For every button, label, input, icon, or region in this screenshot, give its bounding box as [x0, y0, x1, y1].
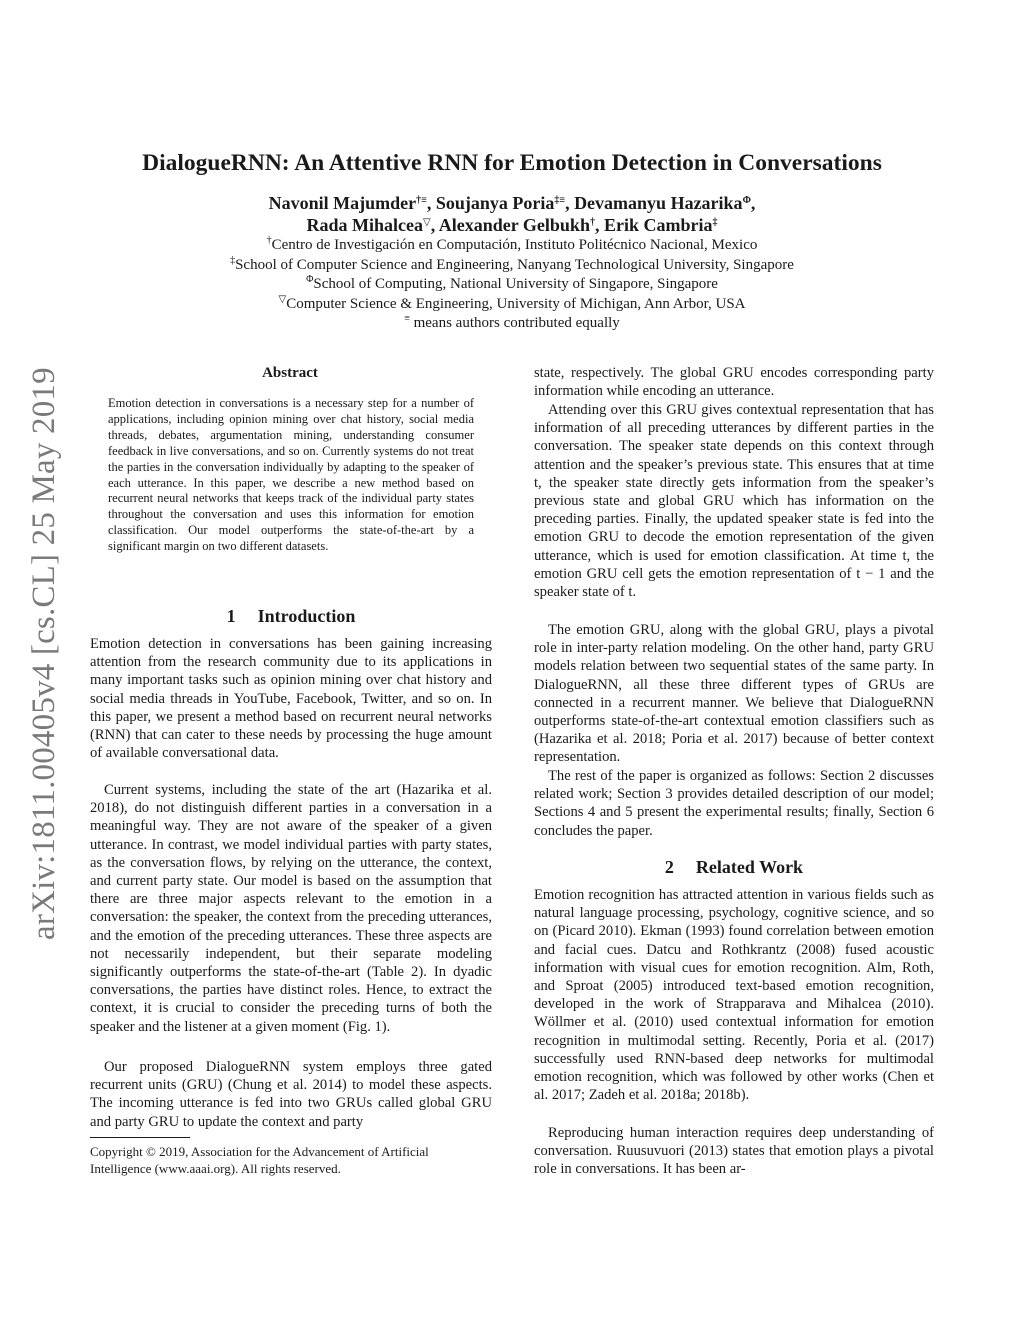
author-name: Soujanya Poria: [435, 193, 555, 213]
section-number: 2: [664, 857, 674, 877]
right-paragraph-2: Attending over this GRU gives contextual representation that has information of all preceding utterances by different parties in the conversation. The speaker state depends on this context through attention and the speaker’s previous state. This ensures that at time t, the speaker state directly gets information from the speaker’s previous state and global GRU which has information on the preceding parties. Finally, the updated speaker state is fed into the emotion GRU to decode the emotion representation of the given utterance, which is used for emotion classification. At time t, the emotion GRU cell gets the emotion representation of t − 1 and the speaker state of t.: [534, 402, 934, 601]
right-paragraph-3: The emotion GRU, along with the global GRU, plays a pivotal role in inter-party relation modeling. On the other hand, party GRU models relation between two sequential states of the same party. In DialogueRNN, all these three different types of GRUs are connected in a recurrent manner. We believe that DialogueRNN outperforms state-of-the-art contextual emotion classifiers such as (Hazarika et al. 2018; Poria et al. 2017) because of better context representation.: [534, 622, 934, 766]
intro-paragraph-3: Our proposed DialogueRNN system employs three gated recurrent units (GRU) (Chung et al. 2014) to model these aspects. The incoming utterance is fed into two GRUs called global GRU and party GRU to update the context and party: [90, 1059, 492, 1130]
affiliation: ‡School of Computer Science and Engineering, Nanyang Technological University, Singapore: [230, 254, 794, 273]
section-heading-introduction: [90, 606, 492, 627]
affiliation: ▽Computer Science & Engineering, University of Michigan, Ann Arbor, USA: [278, 293, 746, 312]
author-marks: ‡: [712, 217, 718, 228]
paper-title: DialogueRNN: An Attentive RNN for Emotion Detection in Conversations: [142, 150, 882, 176]
equal-contribution-note: ≡ means authors contributed equally: [404, 313, 620, 331]
affiliation: $^\Phi$School of Computing, National University of Singapore, Singapore: [306, 274, 718, 292]
author-name: Navonil Majumder: [268, 193, 417, 213]
related-paragraph-2: Reproducing human interaction requires deep understanding of conversation. Ruusuvuori (2013) states that emotion plays a pivotal role in conversations. It has been ar-: [534, 1125, 934, 1178]
section-title: Related Work: [695, 857, 804, 877]
author-name: Rada Mihalcea: [306, 215, 424, 235]
copyright-notice: Copyright © 2019, Association for the Advancement of Artificial Intelligence (www.aaai.org). All rights reserved.: [90, 1144, 429, 1176]
intro-paragraph-1: Emotion detection in conversations has been gaining increasing attention from the research community due to its applications in many important tasks such as opinion mining over chat history and social media threads in YouTube, Facebook, Twitter, and so on. In this paper, we present a method based on recurrent neural networks (RNN) that can cater to these needs by processing the huge amount of available conversational data.: [90, 636, 492, 762]
author-name: Devamanyu Hazarika: [574, 193, 743, 213]
arxiv-identifier: arXiv:1811.00405v4 [cs.CL] 25 May 2019: [26, 367, 62, 940]
section-title: Introduction: [257, 606, 356, 626]
affiliation-list: [90, 236, 934, 334]
related-paragraph-1: Emotion recognition has attracted attention in various fields such as natural language processing, psychology, cognitive science, and so on (Picard 2010). Ekman (1993) found correlation between emotion and facial cues. Datcu and Rothkrantz (2008) fused acoustic information with visual cues for emotion recognition. Alm, Roth, and Sproat (2005) introduced text-based emotion recognition, developed in the work of Strapparava and Mihalcea (2010). Wöllmer et al. (2010) used contextual information for emotion recognition in multimodal setting. Recently, Poria et al. (2017) successfully used RNN-based deep networks for multimodal emotion recognition, which was followed by other works (Chen et al. 2017; Zadeh et al. 2018a; 2018b).: [534, 887, 934, 1104]
section-heading-related-work: [534, 857, 934, 878]
right-paragraph-4: The rest of the paper is organized as follows: Section 2 discusses related work; Section 3 provides detailed description of our model; Sections 4 and 5 present the experimental results; finally, Section 6 concludes the paper.: [534, 768, 934, 839]
author-name: Erik Cambria: [603, 215, 713, 235]
section-number: 1: [226, 606, 236, 626]
author-marks: Φ: [742, 195, 751, 206]
intro-paragraph-2: Current systems, including the state of the art (Hazarika et al. 2018), do not distinguish different parties in a conversation in a meaningful way. They are not aware of the speaker of a given utterance. In contrast, we model individual parties with party states, as the conversation flows, by relying on the utterance, the context, and current party state. Our model is based on the assumption that there are three major aspects relevant to the emotion in a conversation: the speaker, the context from the preceding utterances, and the emotion of the preceding utterances. These three aspects are not necessarily independent, but their separate modeling significantly outperforms the state-of-the-art (Table 2). In dyadic conversations, the parties have distinct roles. Hence, to extract the context, it is crucial to consider the preceding turns of both the speaker and the listener at a given moment (Fig. 1).: [90, 782, 492, 1035]
right-paragraph-1: state, respectively. The global GRU encodes corresponding party information while encoding an utterance.: [534, 365, 934, 400]
author-marks: †≡: [416, 195, 427, 206]
affiliation: †Centro de Investigación en Computación, Instituto Politécnico Nacional, Mexico: [266, 235, 758, 253]
author-marks: ‡≡: [554, 195, 566, 206]
footnote-rule: [90, 1137, 190, 1138]
abstract-text: Emotion detection in conversations is a necessary step for a number of applications, including opinion mining over chat history, social media threads, debates, argumentation mining, understanding consumer feedback in live conversations, and so on. Currently systems do not treat the parties in the conversation individually by adapting to the speaker of each utterance. In this paper, we describe a new method based on recurrent neural networks that keeps track of the individual party states throughout the conversation and uses this information for emotion classification. Our model outperforms the state-of-the-art by a significant margin on two different datasets.: [108, 396, 474, 554]
abstract-heading: Abstract: [262, 365, 318, 381]
author-name: Alexander Gelbukh: [438, 215, 590, 235]
author-marks: †: [589, 217, 595, 228]
author-list: Navonil Majumder†≡, Soujanya Poria‡≡, Devamanyu Hazarika$^\Phi$, Rada Mihalcea▽, Alexander Gelbukh†, Erik Cambria‡: [268, 193, 756, 235]
author-marks: ▽: [423, 217, 431, 228]
